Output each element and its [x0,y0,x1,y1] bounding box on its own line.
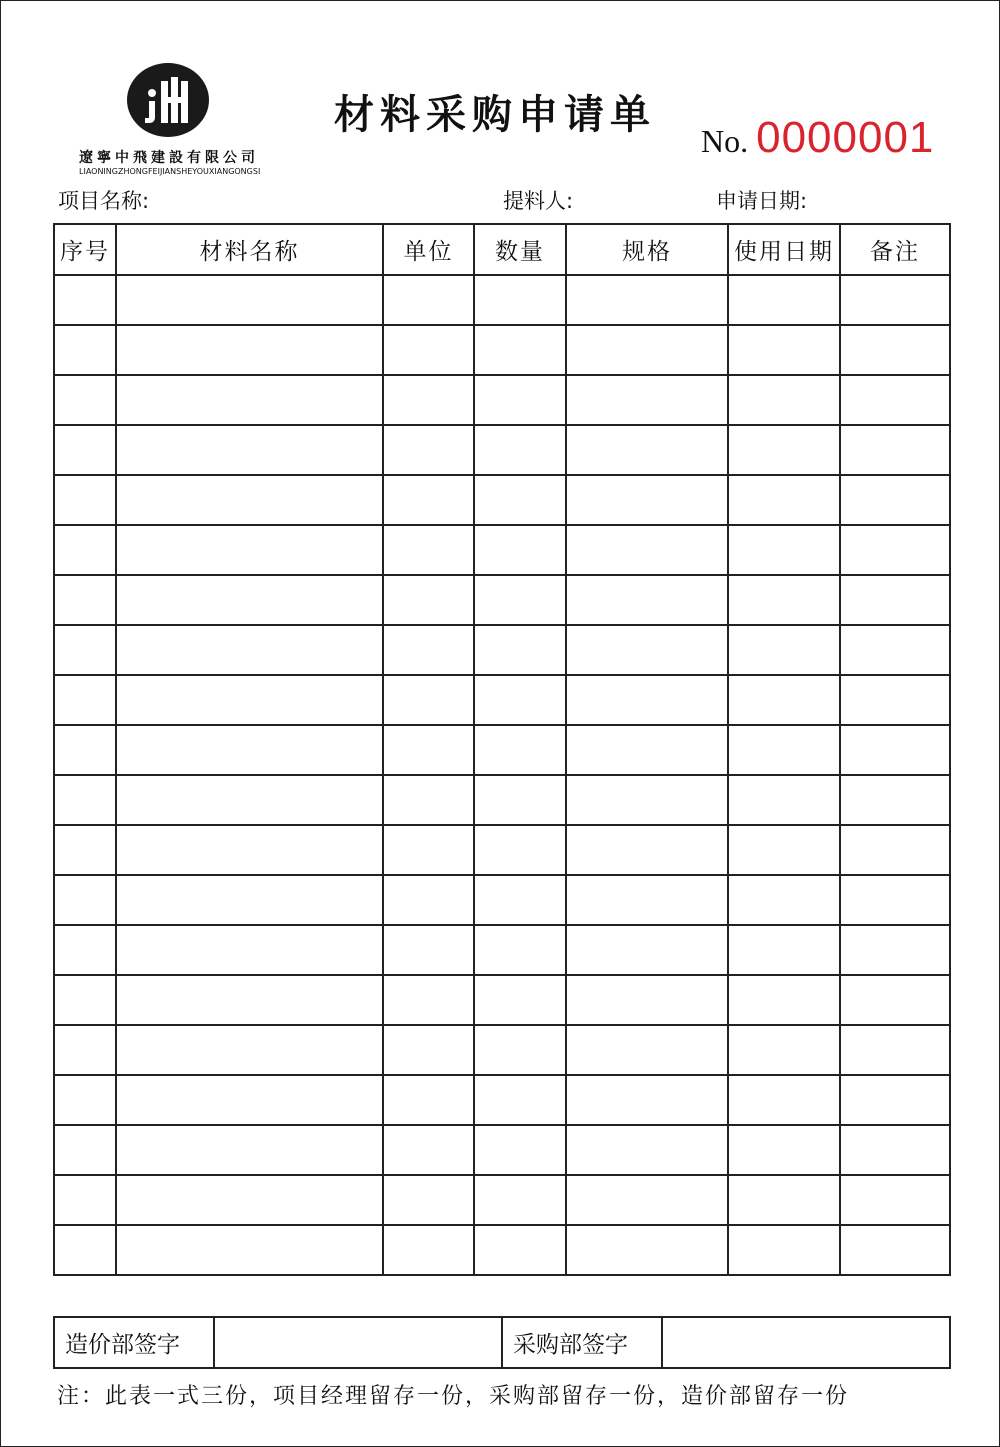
table-cell[interactable] [840,725,950,775]
table-cell[interactable] [383,575,474,625]
table-cell[interactable] [116,1225,383,1275]
table-cell[interactable] [383,375,474,425]
table-cell[interactable] [566,875,728,925]
table-cell[interactable] [383,875,474,925]
table-cell[interactable] [566,475,728,525]
form-title: 材料采购申请单 [334,92,656,138]
table-cell[interactable] [474,1025,566,1075]
table-cell[interactable] [474,875,566,925]
table-row [54,1225,950,1275]
table-cell[interactable] [566,575,728,625]
table-cell[interactable] [54,575,116,625]
table-cell[interactable] [474,425,566,475]
table-row [54,475,950,525]
table-cell[interactable] [566,1025,728,1075]
table-cell[interactable] [474,975,566,1025]
signature-row [54,1317,950,1368]
col-header-material-name: 材料名称 [116,224,383,275]
table-cell[interactable] [728,475,840,525]
table-row [54,375,950,425]
table-cell[interactable] [116,1075,383,1125]
request-date-label: 申请日期: [716,189,808,213]
table-cell[interactable] [54,1225,116,1275]
col-header-unit: 单位 [383,224,474,275]
table-cell[interactable] [54,725,116,775]
table-cell[interactable] [54,1075,116,1125]
table-cell[interactable] [116,575,383,625]
table-cell[interactable] [383,1175,474,1225]
cost-dept-sign-field[interactable] [214,1317,502,1368]
table-cell[interactable] [116,1025,383,1075]
table-row [54,975,950,1025]
purchase-dept-sign-label: 采购部签字 [502,1317,662,1368]
company-logo [79,61,279,181]
table-cell[interactable] [383,925,474,975]
table-cell[interactable] [840,1175,950,1225]
table-cell[interactable] [54,1025,116,1075]
table-cell[interactable] [54,975,116,1025]
table-cell[interactable] [474,675,566,725]
table-cell[interactable] [116,275,383,325]
table-cell[interactable] [383,825,474,875]
table-cell[interactable] [728,425,840,475]
table-cell[interactable] [116,675,383,725]
serial-number-value: 0000001 [756,113,935,162]
signature-table [53,1316,951,1369]
project-name-label: 项目名称: [58,189,150,213]
table-cell[interactable] [840,675,950,725]
table-cell[interactable] [474,475,566,525]
table-cell[interactable] [383,425,474,475]
serial-number-label: No. [701,123,749,159]
table-cell[interactable] [566,525,728,575]
table-row [54,625,950,675]
table-cell[interactable] [728,375,840,425]
table-row [54,425,950,475]
table-cell[interactable] [840,375,950,425]
table-header-row [54,224,950,275]
table-cell[interactable] [54,675,116,725]
table-cell[interactable] [474,275,566,325]
table-cell[interactable] [383,625,474,675]
table-cell[interactable] [840,975,950,1025]
table-cell[interactable] [566,1125,728,1175]
table-cell[interactable] [728,675,840,725]
table-cell[interactable] [474,1075,566,1125]
table-cell[interactable] [728,1175,840,1225]
table-cell[interactable] [383,525,474,575]
table-cell[interactable] [840,925,950,975]
table-cell[interactable] [840,875,950,925]
table-cell[interactable] [728,725,840,775]
table-cell[interactable] [54,825,116,875]
table-cell[interactable] [383,975,474,1025]
table-cell[interactable] [566,1075,728,1125]
table-row [54,825,950,875]
table-cell[interactable] [383,725,474,775]
table-cell[interactable] [474,725,566,775]
table-cell[interactable] [840,1125,950,1175]
table-cell[interactable] [383,475,474,525]
table-cell[interactable] [474,575,566,625]
table-cell[interactable] [728,525,840,575]
table-cell[interactable] [840,625,950,675]
table-row [54,875,950,925]
table-cell[interactable] [116,325,383,375]
table-cell[interactable] [116,875,383,925]
table-cell[interactable] [728,325,840,375]
table-cell[interactable] [728,925,840,975]
table-cell[interactable] [54,1125,116,1175]
table-cell[interactable] [728,625,840,675]
table-cell[interactable] [728,775,840,825]
requester-label: 提料人: [503,189,574,213]
table-body [54,275,950,1275]
table-cell[interactable] [840,1025,950,1075]
footer-note: 注：此表一式三份，项目经理留存一份，采购部留存一份，造价部留存一份 [57,1384,850,1409]
table-row [54,675,950,725]
table-cell[interactable] [383,1025,474,1075]
table-cell[interactable] [728,1225,840,1275]
table-cell[interactable] [383,1075,474,1125]
table-cell[interactable] [728,1125,840,1175]
table-cell[interactable] [116,475,383,525]
table-cell[interactable] [116,925,383,975]
table-row [54,1075,950,1125]
table-cell[interactable] [566,825,728,875]
table-cell[interactable] [54,1175,116,1225]
table-cell[interactable] [54,325,116,375]
table-cell[interactable] [383,1225,474,1275]
table-cell[interactable] [840,425,950,475]
table-cell[interactable] [840,525,950,575]
table-cell[interactable] [474,825,566,875]
table-cell[interactable] [474,525,566,575]
table-cell[interactable] [566,1175,728,1225]
table-cell[interactable] [728,275,840,325]
table-cell[interactable] [840,1225,950,1275]
table-cell[interactable] [474,625,566,675]
table-cell[interactable] [54,775,116,825]
table-row [54,275,950,325]
table-cell[interactable] [728,1075,840,1125]
table-cell[interactable] [566,425,728,475]
purchase-dept-sign-field[interactable] [662,1317,950,1368]
table-row [54,575,950,625]
table-row [54,725,950,775]
table-cell[interactable] [116,975,383,1025]
table-cell[interactable] [566,275,728,325]
table-cell[interactable] [728,875,840,925]
table-cell[interactable] [566,1225,728,1275]
table-cell[interactable] [54,625,116,675]
table-cell[interactable] [474,1225,566,1275]
table-cell[interactable] [116,825,383,875]
table-cell[interactable] [566,625,728,675]
table-cell[interactable] [840,1075,950,1125]
table-cell[interactable] [54,525,116,575]
table-row [54,925,950,975]
table-cell[interactable] [566,775,728,825]
table-cell[interactable] [116,425,383,475]
table-cell[interactable] [474,325,566,375]
table-cell[interactable] [566,925,728,975]
col-header-use-date: 使用日期 [728,224,840,275]
table-cell[interactable] [840,475,950,525]
table-cell[interactable] [474,925,566,975]
table-cell[interactable] [116,725,383,775]
table-cell[interactable] [728,575,840,625]
cost-dept-sign-label: 造价部签字 [54,1317,214,1368]
table-cell[interactable] [116,375,383,425]
table-cell[interactable] [566,325,728,375]
table-cell[interactable] [474,1125,566,1175]
table-cell[interactable] [54,375,116,425]
table-cell[interactable] [116,775,383,825]
table-row [54,775,950,825]
company-pinyin: LIAONINGZHONGFEIJIANSHEYOUXIANGONGSI [79,167,261,176]
table-cell[interactable] [840,275,950,325]
table-cell[interactable] [383,275,474,325]
table-cell[interactable] [54,425,116,475]
table-row [54,1125,950,1175]
table-cell[interactable] [383,1125,474,1175]
table-cell[interactable] [840,325,950,375]
table-cell[interactable] [474,1175,566,1225]
materials-table [53,223,951,1276]
table-cell[interactable] [474,775,566,825]
table-cell[interactable] [54,275,116,325]
table-row [54,525,950,575]
table-row [54,1025,950,1075]
table-cell[interactable] [566,975,728,1025]
col-header-quantity: 数量 [474,224,566,275]
table-cell[interactable] [383,325,474,375]
table-cell[interactable] [840,575,950,625]
table-cell[interactable] [728,825,840,875]
table-cell[interactable] [840,775,950,825]
table-cell[interactable] [728,1025,840,1075]
table-cell[interactable] [54,925,116,975]
table-cell[interactable] [566,675,728,725]
table-cell[interactable] [116,625,383,675]
table-cell[interactable] [54,875,116,925]
table-cell[interactable] [474,375,566,425]
table-cell[interactable] [116,525,383,575]
table-cell[interactable] [383,775,474,825]
table-row [54,1175,950,1225]
col-header-remarks: 备注 [840,224,950,275]
table-cell[interactable] [728,975,840,1025]
table-cell[interactable] [54,475,116,525]
table-cell[interactable] [383,675,474,725]
table-row [54,325,950,375]
company-name: 遼寧中飛建設有限公司 [79,150,259,166]
table-cell[interactable] [566,375,728,425]
table-cell[interactable] [840,825,950,875]
col-header-spec: 规格 [566,224,728,275]
col-header-index: 序号 [54,224,116,275]
serial-number [701,113,934,163]
table-cell[interactable] [116,1175,383,1225]
table-cell[interactable] [116,1125,383,1175]
logo-icon [127,63,209,137]
table-cell[interactable] [566,725,728,775]
